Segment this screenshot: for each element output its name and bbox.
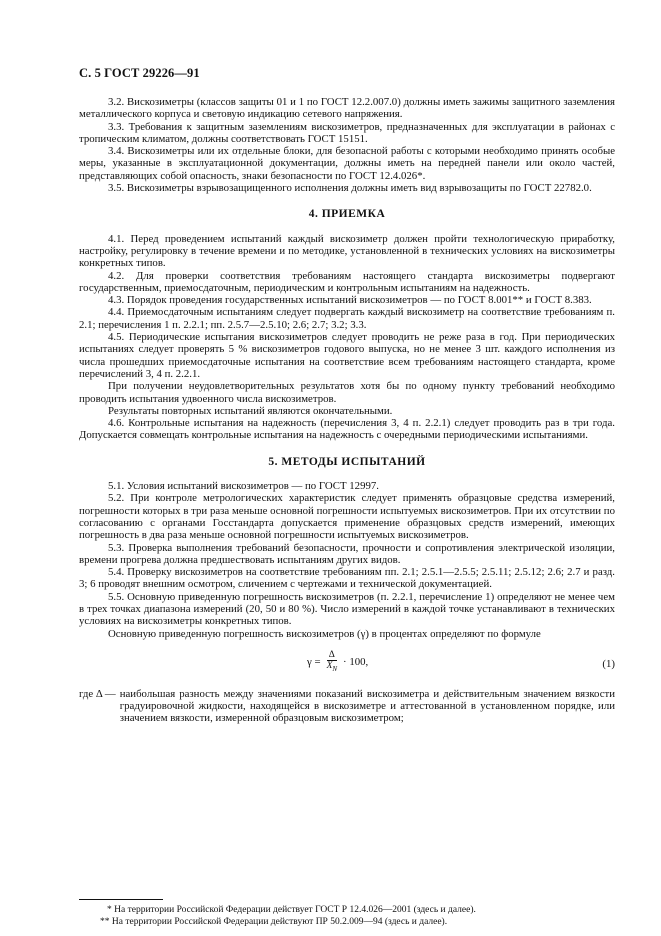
paragraph-5-2: 5.2. При контроле метрологических характеристик следует применять образцовые средства измерений, погрешности которых в три раза меньше основной погрешности испытуемых вискозиметров. При их отсутствии по согласованию с органами Госстандарта допускается применение образцовых средств измерений, имеющих погрешность в два раза меньше основной погрешности испытуемых вискозиметров.	[79, 492, 615, 542]
formula-where-clause	[79, 688, 615, 725]
paragraph-4-4: 4.4. Приемосдаточным испытаниям следует подвергать каждый вискозиметр на соответствие требованиям п. 2.1; перечисления 1 п. 2.2.1; пп. 2.5.7—2.5.10; 2.6; 2.7; 3.2; 3.3.	[79, 306, 615, 331]
paragraph-4-2: 4.2. Для проверки соответствия требованиям настоящего стандарта вискозиметры подвергают государственным, приемосдаточным, периодическим и контрольным испытаниям на надежность.	[79, 269, 615, 294]
document-body	[79, 96, 615, 725]
paragraph-5-5-formula-intro: Основную приведенную погрешность вискозиметров (γ) в процентах определяют по формуле	[108, 627, 541, 640]
paragraph-4-3: 4.3. Порядок проведения государственных испытаний вискозиметров — по ГОСТ 8.001** и ГОСТ 8.383.	[108, 294, 592, 307]
formula-block	[79, 646, 615, 684]
paragraph-4-5-retest: При получении неудовлетворительных результатов хотя бы по одному пункту требований необходимо проводить испытания удвоенного числа вискозиметров.	[79, 380, 615, 405]
paragraph-5-4: 5.4. Проверку вискозиметров на соответствие требованиям пп. 2.1; 2.5.1—2.5.5; 2.5.11; 2.5.12; 2.6; 2.7 и разд. 3; 6 проводят внешним осмотром, сличением с чертежами и технической документацией.	[79, 566, 615, 591]
formula-rhs: · 100,	[343, 655, 369, 668]
paragraph-4-5-final: Результаты повторных испытаний являются окончательными.	[108, 404, 393, 417]
paragraph-4-1: 4.1. Перед проведением испытаний каждый вискозиметр должен пройти технологическую приработку, настройку, регулировку в течение времени и по методике, установленной в технических условиях на вискозиметры конкретных типов.	[79, 232, 615, 270]
formula-denominator-sub: N	[332, 664, 338, 673]
formula-number: (1)	[602, 657, 615, 670]
page-header: С. 5 ГОСТ 29226—91	[79, 66, 200, 80]
paragraph-3-2: 3.2. Вискозиметры (классов защиты 01 и 1 по ГОСТ 12.2.007.0) должны иметь зажимы защитного заземления металлического корпуса и световую индикацию сетевого напряжения.	[79, 96, 615, 121]
footnote-1: * На территории Российской Федерации действует ГОСТ Р 12.4.026—2001 (здесь и далее).	[107, 905, 476, 915]
paragraph-5-1: 5.1. Условия испытаний вискозиметров — по ГОСТ 12997.	[108, 480, 379, 493]
footnote-divider	[79, 899, 163, 900]
paragraph-3-4: 3.4. Вискозиметры или их отдельные блоки, для безопасной работы с которыми необходимо принять особые меры, указанные в эксплуатационной документации, должны иметь на передней панели или около частей, представляющих собой опасность, знаки безопасности по ГОСТ 12.4.026*.	[79, 145, 615, 182]
section-heading-test-methods: 5. МЕТОДЫ ИСПЫТАНИЙ	[268, 455, 426, 468]
where-definition: наибольшая разность между значениями показаний вискозиметра и действительным значением вязкости градуировочной жидкости, находящейся в вискозиметре и аттестованной в установленном порядке, или значением вязкости, измеренной образцовым вискозиметром;	[119, 687, 615, 725]
paragraph-3-5: 3.5. Вискозиметры взрывозащищенного исполнения должны иметь вид взрывозащиты по ГОСТ 22782.0.	[108, 182, 592, 195]
formula-denominator-var: X	[326, 660, 333, 671]
where-lead: где Δ —	[79, 687, 116, 700]
section-heading-acceptance: 4. ПРИЕМКА	[308, 208, 386, 221]
formula-expression	[307, 650, 368, 674]
footnotes	[79, 905, 615, 928]
paragraph-5-5: 5.5. Основную приведенную погрешность вискозиметров (п. 2.2.1, перечисление 1) определяют не менее чем в трех точках диапазона измерений (20, 50 и 80 %). Число измерений в каждой точке устанавливают в технических условиях на вискозиметры конкретных типов.	[79, 590, 615, 628]
formula-fraction	[325, 650, 339, 674]
formula-denominator	[325, 661, 339, 674]
formula-numerator: Δ	[328, 649, 335, 660]
footnote-2: ** На территории Российской Федерации действуют ПР 50.2.009—94 (здесь и далее).	[100, 916, 448, 927]
paragraph-5-3: 5.3. Проверка выполнения требований безопасности, прочности и сопротивления электрической изоляции, времени прогрева должна предшествовать испытаниям других видов.	[79, 541, 615, 566]
paragraph-3-3: 3.3. Требования к защитным заземлениям вискозиметров, предназначенных для эксплуатации в районах с тропическим климатом, должны соответствовать ГОСТ 15151.	[79, 120, 615, 145]
paragraph-4-6: 4.6. Контрольные испытания на надежность (перечисления 3, 4 п. 2.2.1) следует проводить раз в три года. Допускается совмещать контрольные испытания на надежность с очередными периодическими испытаниями.	[79, 417, 615, 442]
formula-lhs: γ =	[307, 655, 321, 668]
paragraph-4-5: 4.5. Периодические испытания вискозиметров следует проводить не реже раза в год. При периодических испытаниях следует проверять 5 % вискозиметров годового выпуска, но не менее 3 шт. каждого исполнения из числа прошедших приемосдаточные испытания на соответствие всем требованиям настоящего стандарта, кроме перечислений 3, 4 п. 2.2.1.	[79, 331, 615, 380]
